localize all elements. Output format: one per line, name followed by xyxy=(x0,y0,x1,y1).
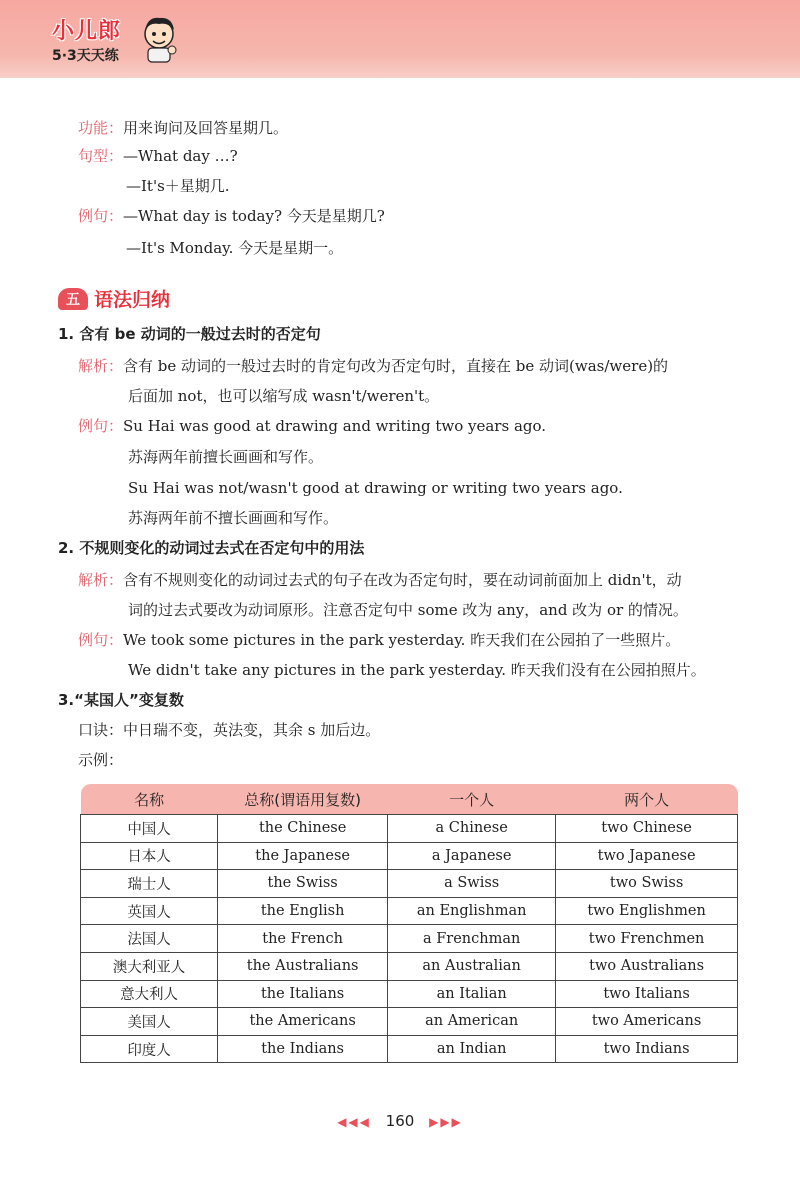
table-cell: 澳大利亚人 xyxy=(81,952,218,980)
table-row xyxy=(81,1035,738,1063)
item1-analysis-label: 解析： xyxy=(78,357,124,375)
table-cell: an Englishman xyxy=(388,897,556,925)
table-cell: two Australians xyxy=(556,952,738,980)
item2-example-line-1 xyxy=(78,630,680,650)
item3-sample-label: 示例： xyxy=(78,751,124,769)
table-cell: a Chinese xyxy=(388,815,556,843)
item1-example-line-1 xyxy=(78,416,546,436)
section-number-badge: 五 xyxy=(58,288,88,310)
item2-example-text-1: We took some pictures in the park yesterday. 昨天我们在公园拍了一些照片。 xyxy=(123,631,681,649)
table-row xyxy=(81,870,738,898)
table-cell: 美国人 xyxy=(81,1008,218,1036)
item1-analysis-text-2: 后面加 not，也可以缩写成 wasn't/weren't。 xyxy=(128,387,440,405)
pattern-line-1 xyxy=(78,146,238,166)
page-header xyxy=(0,0,800,78)
item3-rhyme: 口诀：中日瑞不变，英法变，其余 s 加后边。 xyxy=(78,721,381,739)
table-row xyxy=(81,815,738,843)
function-label: 功能： xyxy=(78,119,124,137)
table-row xyxy=(81,925,738,953)
section-title: 语法归纳 xyxy=(94,289,171,311)
table-cell: 法国人 xyxy=(81,925,218,953)
pattern-label: 句型： xyxy=(78,147,124,165)
example-text-1: —What day is today? 今天是星期几? xyxy=(123,207,385,225)
item1-example-text-2: 苏海两年前擅长画画和写作。 xyxy=(128,448,324,466)
table-cell: the Japanese xyxy=(218,842,388,870)
table-cell: 瑞士人 xyxy=(81,870,218,898)
right-arrows-icon: ▶▶▶ xyxy=(429,1115,463,1129)
item1-example-text-1: Su Hai was good at drawing and writing two years ago. xyxy=(123,417,547,435)
pattern-text-1: —What day …? xyxy=(123,147,238,165)
table-cell: the English xyxy=(218,897,388,925)
item1-example-text-4: 苏海两年前不擅长画画和写作。 xyxy=(128,509,339,527)
table-cell: a Japanese xyxy=(388,842,556,870)
table-cell: 中国人 xyxy=(81,815,218,843)
table-cell: two Japanese xyxy=(556,842,738,870)
item2-heading: 2. 不规则变化的动词过去式在否定句中的用法 xyxy=(58,539,365,557)
table-cell: the French xyxy=(218,925,388,953)
table-header-row xyxy=(81,784,738,815)
table-cell: two Americans xyxy=(556,1008,738,1036)
table-cell: an American xyxy=(388,1008,556,1036)
table-cell: two Indians xyxy=(556,1035,738,1063)
section-heading xyxy=(58,285,170,312)
function-text: 用来询问及回答星期几。 xyxy=(123,119,289,137)
table-row xyxy=(81,1008,738,1036)
pattern-text-2: —It's＋星期几. xyxy=(126,177,230,195)
brand-subtitle: 5·3天天练 xyxy=(52,48,119,64)
table-cell: two Italians xyxy=(556,980,738,1008)
table-cell: the Italians xyxy=(218,980,388,1008)
function-line xyxy=(78,118,288,138)
table-cell: an Indian xyxy=(388,1035,556,1063)
example-line-1 xyxy=(78,206,385,226)
item2-analysis-text-2: 词的过去式要改为动词原形。注意否定句中 some 改为 any，and 改为 or 的情况。 xyxy=(128,601,688,619)
table-cell: two Englishmen xyxy=(556,897,738,925)
table-cell: 日本人 xyxy=(81,842,218,870)
table-row xyxy=(81,842,738,870)
brand-title: 小儿郎 xyxy=(52,19,122,44)
item2-analysis-label: 解析： xyxy=(78,571,124,589)
item2-analysis-text-1: 含有不规则变化的动词过去式的句子在改为否定句时，要在动词前面加上 didn't，动 xyxy=(123,571,682,589)
table-cell: two Swiss xyxy=(556,870,738,898)
table-cell: a Frenchman xyxy=(388,925,556,953)
page-number: 160 xyxy=(385,1112,415,1130)
item1-analysis-text-1: 含有 be 动词的一般过去时的肯定句改为否定句时，直接在 be 动词(was/were)的 xyxy=(123,357,669,375)
item1-example-text-3: Su Hai was not/wasn't good at drawing or writing two years ago. xyxy=(128,479,623,497)
table-cell: a Swiss xyxy=(388,870,556,898)
table-header-cell: 一个人 xyxy=(388,784,556,815)
table-cell: two Chinese xyxy=(556,815,738,843)
table-cell: 英国人 xyxy=(81,897,218,925)
table-row xyxy=(81,952,738,980)
table-cell: the Indians xyxy=(218,1035,388,1063)
item1-heading: 1. 含有 be 动词的一般过去时的否定句 xyxy=(58,325,321,343)
table-row xyxy=(81,980,738,1008)
table-row xyxy=(81,897,738,925)
table-cell: the Swiss xyxy=(218,870,388,898)
table-header-cell: 总称(谓语用复数) xyxy=(218,784,388,815)
example-text-2: —It's Monday. 今天是星期一。 xyxy=(126,239,344,257)
item2-example-label: 例句： xyxy=(78,631,124,649)
table-cell: the Chinese xyxy=(218,815,388,843)
item2-example-text-2: We didn't take any pictures in the park yesterday. 昨天我们没有在公园拍照片。 xyxy=(128,661,706,679)
table-cell: 印度人 xyxy=(81,1035,218,1063)
brand-logo xyxy=(52,14,121,65)
table-header-cell: 两个人 xyxy=(556,784,738,815)
table-cell: an Italian xyxy=(388,980,556,1008)
item1-example-label: 例句： xyxy=(78,417,124,435)
table-header-cell: 名称 xyxy=(81,784,218,815)
nationality-plural-table xyxy=(80,784,738,1063)
left-arrows-icon: ◀◀◀ xyxy=(337,1115,371,1129)
item1-analysis-line-1 xyxy=(78,356,668,376)
table-cell: an Australian xyxy=(388,952,556,980)
example-label: 例句： xyxy=(78,207,124,225)
table-cell: the Australians xyxy=(218,952,388,980)
table-cell: two Frenchmen xyxy=(556,925,738,953)
table-cell: 意大利人 xyxy=(81,980,218,1008)
item3-heading: 3.“某国人”变复数 xyxy=(58,691,184,709)
table-cell: the Americans xyxy=(218,1008,388,1036)
item2-analysis-line-1 xyxy=(78,570,682,590)
mascot-icon xyxy=(140,14,178,64)
page-footer xyxy=(0,1112,800,1130)
